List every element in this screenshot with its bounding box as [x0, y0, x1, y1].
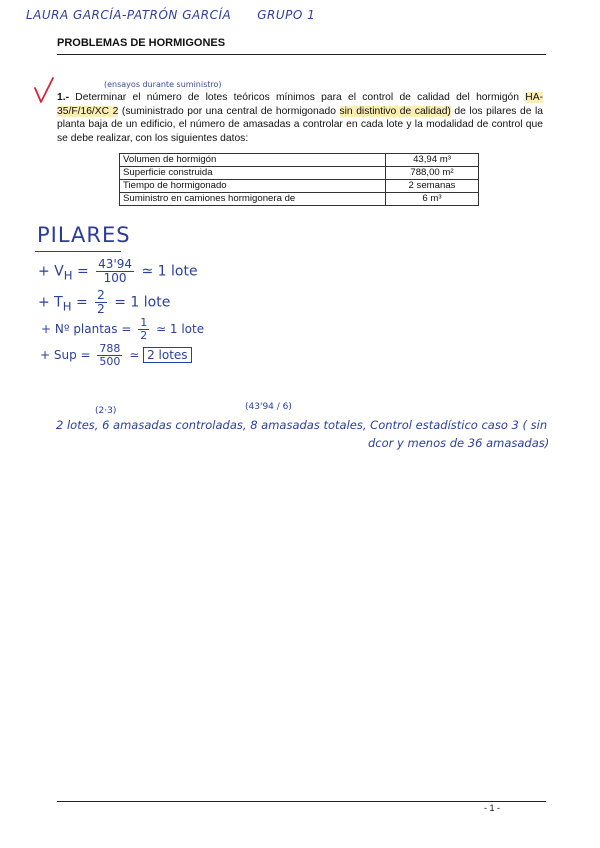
equation-volume: [38, 258, 198, 285]
eq-lhs: + V: [38, 263, 64, 280]
note-total-batches-calc: (43'94 / 6): [245, 402, 292, 412]
numerator: 1: [140, 316, 148, 329]
boxed-result: 2 lotes: [143, 347, 191, 363]
header-divider: [57, 54, 546, 55]
numerator: 788: [99, 342, 121, 355]
student-name-handwritten: [26, 8, 315, 22]
denominator: 2: [140, 329, 148, 343]
conclusion-line-2: dcor y menos de 36 amasadas): [368, 436, 550, 450]
eq-sign: =: [72, 263, 94, 280]
table-row: [120, 193, 479, 206]
row-value: 788,00 m²: [386, 167, 479, 180]
table-row: [120, 180, 479, 193]
eq-result: ≃ 1 lote: [137, 263, 198, 280]
fraction: [138, 317, 149, 342]
row-label: Suministro en camiones hormigonera de: [120, 193, 386, 206]
table-row: [120, 154, 479, 167]
group-label: GRUPO 1: [257, 8, 316, 22]
section-underline: [35, 251, 121, 252]
eq-result: = 1 lote: [109, 294, 171, 311]
problem-statement: [57, 91, 543, 146]
data-table: [119, 153, 479, 206]
row-value: 43,94 m³: [386, 154, 479, 167]
eq-sign: ≃: [125, 348, 144, 363]
problem-text: (suministrado por una central de hormigonado: [118, 105, 340, 117]
equation-floors: [41, 317, 204, 342]
student-name: LAURA GARCÍA-PATRÓN GARCÍA: [26, 8, 232, 22]
page-number: - 1 -: [484, 803, 501, 813]
eq-subscript: H: [62, 299, 72, 314]
checkmark-icon: [33, 76, 55, 106]
eq-lhs: + T: [38, 294, 63, 311]
equation-surface: [40, 343, 192, 368]
denominator: 100: [103, 271, 127, 286]
problem-number: 1.-: [57, 92, 70, 103]
conclusion-line-1: 2 lotes, 6 amasadas controladas, 8 amasadas totales, Control estadístico caso 3 ( sin: [56, 418, 548, 432]
page-title: PROBLEMAS DE HORMIGONES: [57, 37, 226, 49]
eq-result: ≃ 1 lote: [152, 322, 205, 337]
row-label: Tiempo de hormigonado: [120, 180, 386, 193]
table-row: [120, 167, 479, 180]
fraction: [95, 289, 107, 316]
eq-sign: =: [71, 294, 93, 311]
problem-text: Determinar el número de lotes teóricos mínimos para el control de calidad del hormigón: [69, 92, 526, 103]
problem-text: de los pilares de la planta baja de un edificio, el número de amasadas a controlar en cada lote y la modalidad de control que se debe realizar, con los siguientes datos:: [57, 105, 544, 145]
note-batches-calc: (2·3): [95, 406, 117, 416]
supply-annotation: (ensayos durante suministro): [104, 80, 222, 89]
fraction: [96, 258, 134, 285]
eq-lhs: + Sup =: [40, 348, 95, 363]
numerator: 43'94: [98, 257, 133, 271]
row-value: 6 m³: [386, 193, 479, 206]
fraction: [97, 343, 122, 368]
eq-subscript: H: [63, 268, 73, 283]
concrete-designation: HA-35/F/16/XC 2: [57, 92, 543, 117]
denominator: 500: [99, 355, 121, 369]
equation-time: [38, 289, 170, 316]
denominator: 2: [97, 302, 105, 317]
numerator: 2: [97, 288, 105, 302]
section-heading-pilares: PILARES: [37, 223, 131, 247]
row-label: Volumen de hormigón: [120, 154, 386, 167]
quality-distinction: sin distintivo de calidad): [339, 105, 451, 117]
eq-lhs: + Nº plantas =: [41, 322, 136, 337]
row-value: 2 semanas: [386, 180, 479, 193]
row-label: Superficie construida: [120, 167, 386, 180]
footer-divider: [57, 801, 546, 802]
